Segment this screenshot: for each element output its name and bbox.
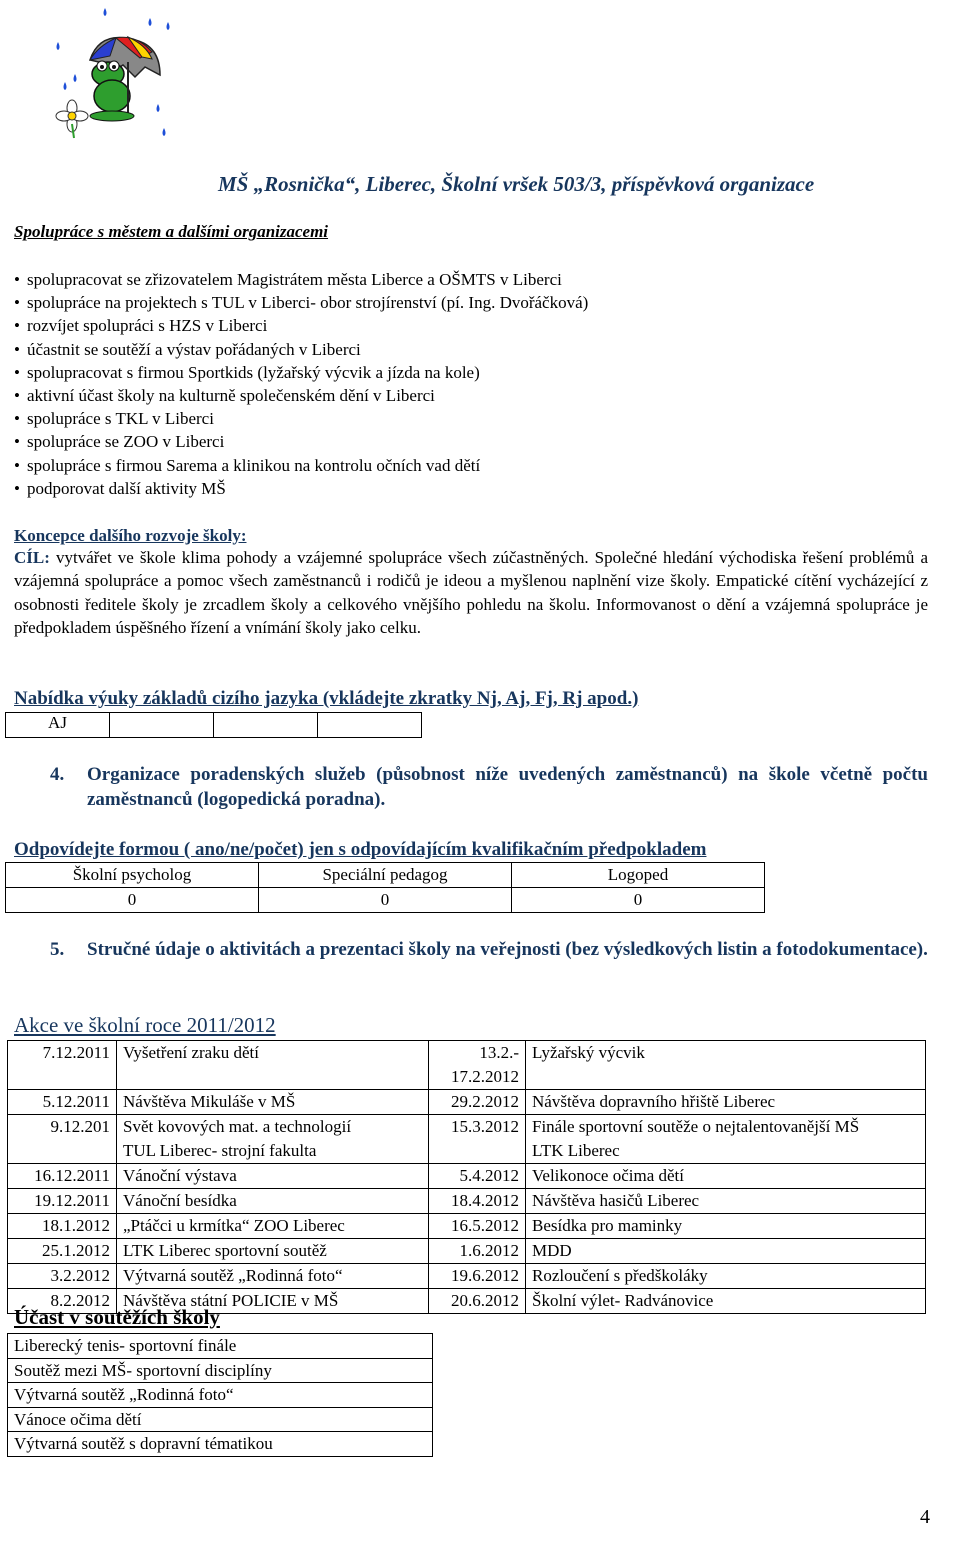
event-date: 5.4.2012 [429,1164,526,1189]
event-name: Školní výlet- Radvánovice [526,1289,926,1314]
event-date: 19.12.2011 [8,1189,117,1214]
event-name: Návštěva dopravního hřiště Liberec [526,1090,926,1115]
event-date: 16.5.2012 [429,1214,526,1239]
table-row [8,1432,433,1457]
event-date: 3.2.2012 [8,1264,117,1289]
concept-heading: Koncepce dalšího rozvoje školy: [14,526,247,545]
event-date: 29.2.2012 [429,1090,526,1115]
concept-text: vytvářet ve škole klima pohody a vzájemné spolupráce všech zúčastněných. Společné hledání východiska řešení problémů a vzájemná spolupráce a pomoc všech zaměstnanců i rodičů je ideou a myšlenou naplnění vize školy. Empatické cítění vycházející z osobnosti ředitele školy je zrcadlem školy a celkového vnějšího pohledu na školu. Informovanost o dění a vzájemná spolupráce je předpokladem úspěšného řízení a vnímání školy jako celku. [14,548,929,637]
page-number: 4 [920,1506,930,1528]
event-date: 19.6.2012 [429,1264,526,1289]
list-item: • spolupracovat se zřizovatelem Magistrátem města Liberce a OŠMTS v Liberci [14,268,588,291]
language-cell [214,713,318,738]
competitions-table [7,1333,433,1457]
competition-name: Soutěž mezi MŠ- sportovní disciplíny [8,1358,433,1383]
section-text: Stručné údaje o aktivitách a prezentaci školy na veřejnosti (bez výsledkových listin a fotodokumentace). [87,939,928,960]
staff-value: 0 [259,888,512,913]
event-date: 5.12.2011 [8,1090,117,1115]
list-item: • účastnit se soutěží a výstav pořádaných v Liberci [14,338,588,361]
staff-table [5,862,765,913]
cooperation-heading: Spolupráce s městem a dalšími organizacemi [14,222,329,241]
table-row [8,1264,926,1289]
competition-name: Vánoce očima dětí [8,1407,433,1432]
language-cell [110,713,214,738]
table-row [8,1407,433,1432]
event-name: Rozloučení s předškoláky [526,1264,926,1289]
event-name: Návštěva hasičů Liberec [526,1189,926,1214]
competitions-heading: Účast v soutěžích školy [14,1305,220,1329]
staff-header: Logoped [512,863,765,888]
list-item: • spolupráce se ZOO v Liberci [14,430,588,453]
list-item: • spolupráce s TKL v Liberci [14,407,588,430]
event-name: Návštěva státní POLICIE v MŠ [117,1289,429,1314]
event-name: MDD [526,1239,926,1264]
event-name: Výtvarná soutěž „Rodinná foto“ [117,1264,429,1289]
languages-heading: Nabídka výuky základů cizího jazyka (vkládejte zkratky Nj, Aj, Fj, Rj apod.) [14,688,639,709]
list-item: • podporovat další aktivity MŠ [14,477,588,500]
languages-table [5,712,422,738]
school-logo [50,4,175,139]
event-name: Besídka pro maminky [526,1214,926,1239]
event-name: Vyšetření zraku dětí [117,1041,429,1090]
list-item: • aktivní účast školy na kulturně společenském dění v Liberci [14,384,588,407]
table-row [8,1189,926,1214]
events-heading: Akce ve školní roce 2011/2012 [14,1013,276,1037]
event-name: Vánoční výstava [117,1164,429,1189]
list-item: • spolupráce na projektech s TUL v Liberci- obor strojírenství (pí. Ing. Dvořáčková) [14,291,588,314]
event-date: 9.12.201 [8,1115,117,1164]
section-number: 5. [50,939,65,960]
event-date: 15.3.2012 [429,1115,526,1164]
event-date: 1.6.2012 [429,1239,526,1264]
event-date: 25.1.2012 [8,1239,117,1264]
section-5-heading [50,937,930,962]
section-text: Organizace poradenských služeb (působnost níže uvedených zaměstnanců) na škole včetně počtu zaměstnanců (logopedická poradna). [87,764,928,810]
event-date: 7.12.2011 [8,1041,117,1090]
concept-paragraph [14,546,928,639]
list-item: • rozvíjet spolupráci s HZS v Liberci [14,314,588,337]
event-date: 18.1.2012 [8,1214,117,1239]
event-name: Vánoční besídka [117,1189,429,1214]
table-row [8,1115,926,1164]
staff-value: 0 [512,888,765,913]
event-name: Lyžařský výcvik [526,1041,926,1090]
event-name: Velikonoce očima dětí [526,1164,926,1189]
table-row [8,1334,433,1359]
list-item: • spolupráce s firmou Sarema a klinikou na kontrolu očních vad dětí [14,454,588,477]
event-date: 16.12.2011 [8,1164,117,1189]
event-date: 13.2.- 17.2.2012 [429,1041,526,1090]
frog-with-umbrella-icon [50,4,175,139]
language-cell: AJ [6,713,110,738]
event-name: Návštěva Mikuláše v MŠ [117,1090,429,1115]
staff-heading: Odpovídejte formou ( ano/ne/počet) jen s odpovídajícím kvalifikačním předpokladem [14,839,707,860]
table-row [8,1164,926,1189]
table-row [8,1383,433,1408]
staff-header: Speciální pedagog [259,863,512,888]
competition-name: Výtvarná soutěž „Rodinná foto“ [8,1383,433,1408]
event-date: 18.4.2012 [429,1189,526,1214]
staff-header: Školní psycholog [6,863,259,888]
event-name: Svět kovových mat. a technologií TUL Liberec- strojní fakulta [117,1115,429,1164]
organization-title: MŠ „Rosnička“, Liberec, Školní vršek 503/3, příspěvková organizace [218,172,815,196]
competition-name: Liberecký tenis- sportovní finále [8,1334,433,1359]
table-row [8,1239,926,1264]
event-date: 20.6.2012 [429,1289,526,1314]
staff-value: 0 [6,888,259,913]
events-table [7,1040,926,1314]
table-row [8,1358,433,1383]
section-number: 4. [50,764,65,785]
table-row [8,1214,926,1239]
event-name: „Ptáčci u krmítka“ ZOO Liberec [117,1214,429,1239]
event-name: Finále sportovní soutěže o nejtalentovanější MŠ LTK Liberec [526,1115,926,1164]
event-date: 8.2.2012 [8,1289,117,1314]
goal-label: CÍL: [14,548,50,567]
event-name: LTK Liberec sportovní soutěž [117,1239,429,1264]
competition-name: Výtvarná soutěž s dopravní tématikou [8,1432,433,1457]
table-row [8,1041,926,1090]
table-row [8,1090,926,1115]
language-cell [318,713,422,738]
cooperation-list [14,268,588,500]
list-item: • spolupracovat s firmou Sportkids (lyžařský výcvik a jízda na kole) [14,361,588,384]
section-4-heading [50,762,930,812]
